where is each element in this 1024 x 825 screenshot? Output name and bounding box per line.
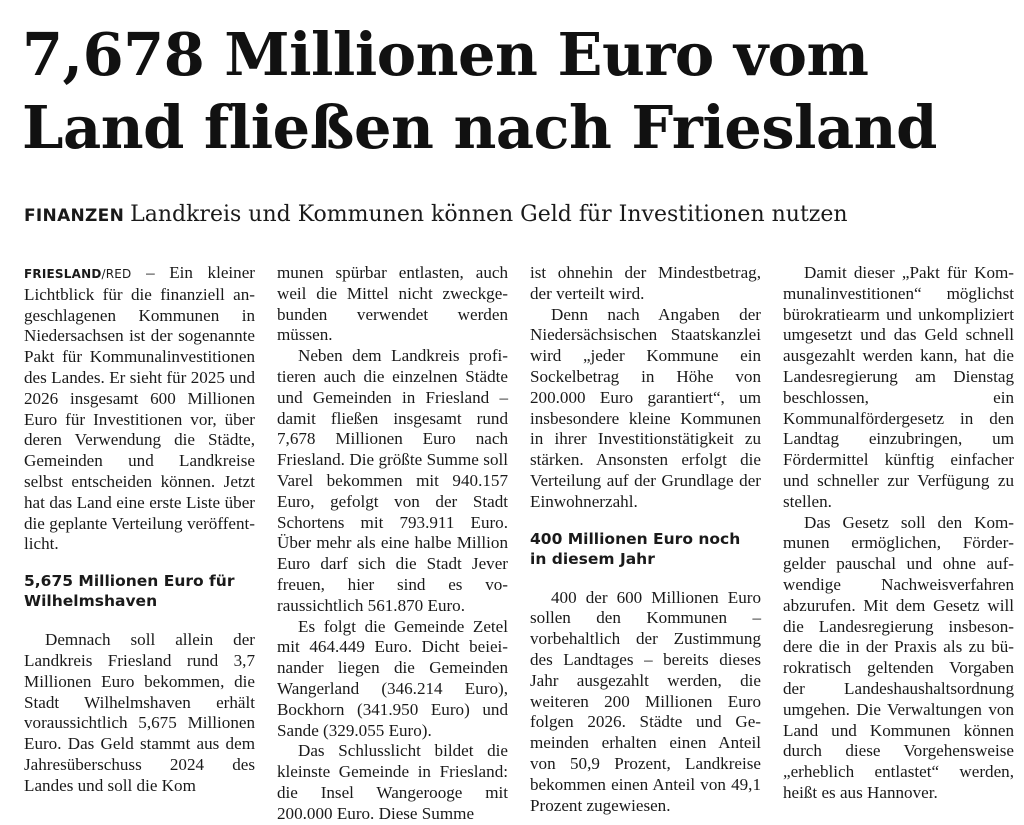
paragraph: 400 der 600 Millionen Euro sollen den Kommunen – vorbehaltlich der Zustimmung des Landtages – bereits dieses Jahr ausgezahlt werden, die weiteren 200 Millionen Euro folgen 2026. Städte und Gemeinden erhalten einen Anteil von 50,9 Prozent, Landkreise bekommen einen Anteil von 49,1 Prozent zugewiesen. [530, 587, 761, 815]
column-2 [277, 263, 508, 825]
paragraph: Neben dem Landkreis profitieren auch die einzelnen Städte und Gemeinden in Friesland – damit fließen insgesamt rund 7,678 Millionen Euro nach Friesland. Die größte Summe soll Varel bekommen mit 940.157 Euro, gefolgt von der Stadt Schortens mit 793.911 Euro. Über mehr als eine halbe Million Euro darf sich die Stadt Jever freuen, hier sind es voraussichtlich 561.870 Euro. [277, 346, 508, 615]
paragraph: Es folgt die Gemeinde Zetel mit 464.449 Euro. Dicht beieinander liegen die Gemeinden Wangerland (346.214 Euro), Bockhorn (341.950 Euro) und Sande (329.055 Euro). [277, 616, 508, 740]
paragraph: ist ohnehin der Mindestbetrag, der verteilt wird. [530, 263, 761, 303]
column-1 [24, 263, 255, 797]
paragraph: Das Gesetz soll den Kommunen ermöglichen, Fördergelder pauschal und ohne aufwendige Nachweisverfahren abzurufen. Mit dem Gesetz will die Landesregierung insbesondere die in der Praxis als zu bürokratisch geltenden Vorgaben der Landeshaushaltsordnung umgehen. Die Verwaltungen von Land und Kommunen können durch diese Vorgehensweise „erheblich entlastet“ werden, heißt es aus Hannover. [783, 512, 1014, 802]
paragraph: Das Schlusslicht bildet die kleinste Gemeinde in Friesland: die Insel Wangerooge mit 200.000 Euro. Diese Summe [277, 741, 508, 823]
kicker: FINANZEN [24, 206, 125, 226]
column-3 [530, 263, 761, 816]
subline-text: Landkreis und Kommunen können Geld für Investitionen nutzen [130, 202, 848, 227]
intro-paragraph [24, 263, 255, 555]
intro-text: – Ein kleiner Lichtblick für die finanziell angeschlagenen Kommunen in Niedersachsen ist der sogenannte Pakt für Kommunalinvestitionen des Landes. Er sieht für 2025 und 2026 insgesamt 600 Millionen Euro für Investitionen vor, über deren Verwendung die Städte, Gemeinden und Landkreise selbst entscheiden können. Jetzt hat das Land eine erste Liste über die geplante Verteilung veröffentlicht. [24, 263, 255, 554]
paragraph: Damit dieser „Pakt für Kommunalinvestitionen“ möglichst bürokratiearm und unkompliziert umgesetzt und das Geld schnell ausgezahlt werden kann, hat die Landesregierung am Dienstag beschlossen, ein Kommunalfördergesetz in den Landtag einzubringen, um Fördermittel künftig einfacher und schneller zur Verfügung zu stellen. [783, 263, 1014, 511]
subline [24, 200, 1004, 231]
column-4 [783, 263, 1014, 804]
paragraph: Demnach soll allein der Landkreis Friesland rund 3,7 Millionen Euro bekommen, die Stadt Wilhelmshaven erhält voraussichtlich 5,675 Millionen Euro. Das Geld stammt aus dem Jahresüberschuss 2024 des Landes und soll die Kom [24, 630, 255, 795]
paragraph: Denn nach Angaben der Niedersächsischen Staatskanzlei wird „jeder Kommune ein Sockelbetrag in Höhe von 200.000 Euro garantiert“, um insbesondere kleine Kommunen in ihrer Investitionstätigkeit zu stärken. Ansonsten erfolgt die Verteilung auf der Grundlage der Einwohnerzahl. [530, 304, 761, 511]
subheading-400-millionen: 400 Millionen Euro noch in diesem Jahr [530, 529, 741, 568]
headline: 7,678 Millionen Euro vom Land fließen nach Friesland [22, 20, 937, 162]
dateline-place: FRIESLAND [24, 267, 102, 281]
dateline-source: /RED [101, 267, 132, 281]
paragraph: munen spürbar entlasten, auch weil die Mittel nicht zweckgebunden verwendet werden müssen. [277, 263, 508, 345]
subheading-wilhelmshaven: 5,675 Millionen Euro für Wilhelmshaven [24, 572, 235, 611]
